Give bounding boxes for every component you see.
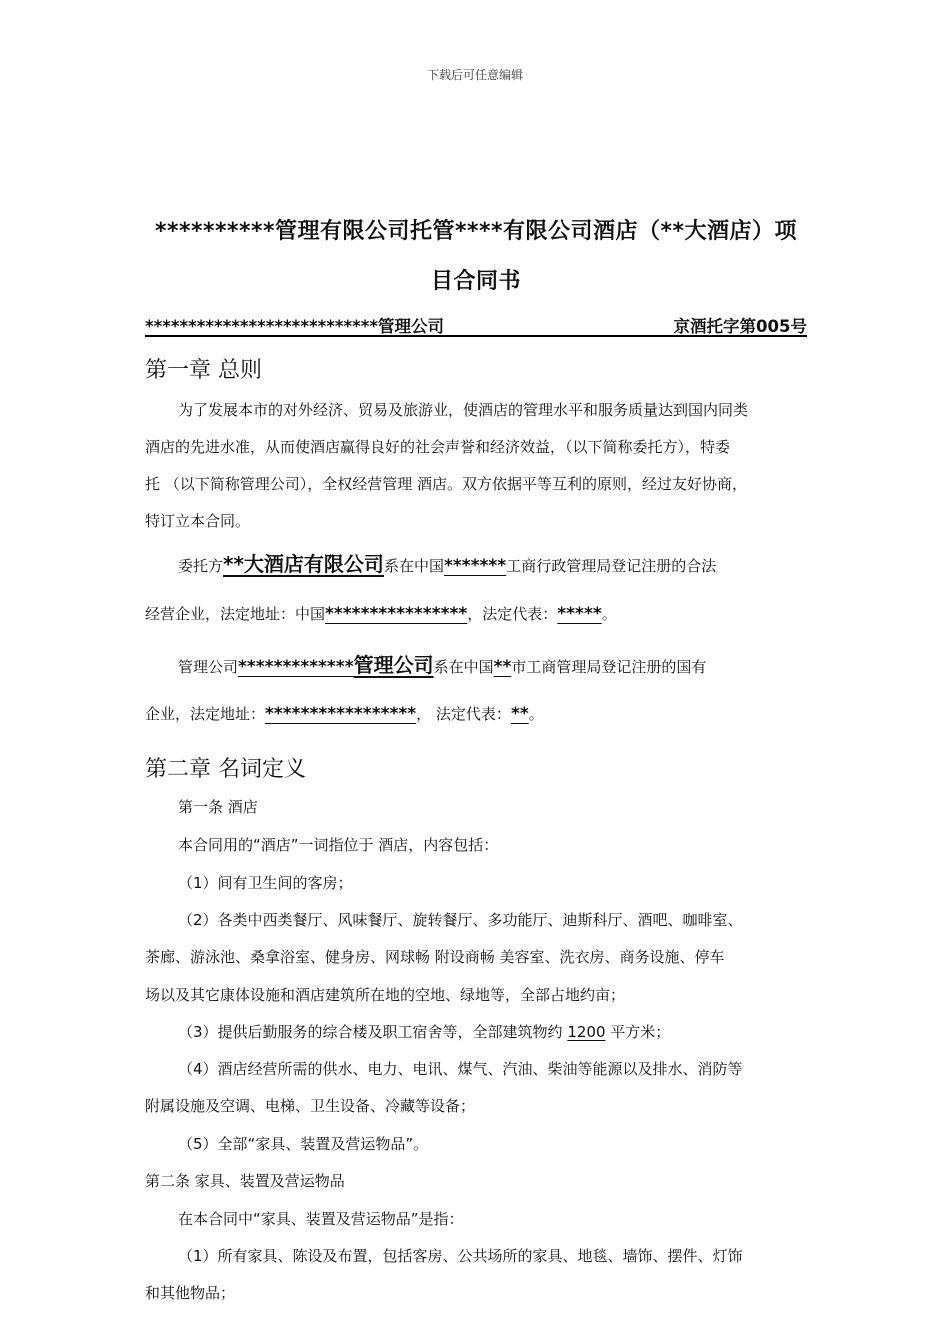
contract-number: 京酒托字第005号 — [673, 317, 807, 336]
article-1-item-5: （5）全部“家具、装置及营运物品”。 — [178, 1135, 429, 1153]
contract-number-line — [145, 313, 807, 337]
article-1-item-1: （1）间有卫生间的客房； — [178, 874, 353, 892]
manager-region: ** — [493, 657, 512, 677]
client-mid-2: 工商行政管理局登记注册的合法 — [506, 557, 717, 575]
article-2-item-1-line: （1）所有家具、陈设及布置，包括客房、公共场所的家具、地毯、墙饰、摆件、灯饰 — [178, 1247, 743, 1265]
client-mid-1: 系在中国 — [383, 557, 444, 575]
article-2-intro: 在本合同中“家具、装置及营运物品”是指： — [178, 1210, 464, 1228]
client-region: ******* — [443, 556, 507, 576]
article-1-item-3 — [178, 1025, 670, 1040]
paragraph-line: 特订立本合同。 — [145, 512, 251, 530]
article-2-title: 第二条 家具、装置及营运物品 — [145, 1172, 345, 1190]
issuer-name: ***************************管理公司 — [145, 317, 444, 336]
article-1-item-2-line: （2）各类中西类餐厅、风味餐厅、旋转餐厅、多功能厅、迪斯科厅、酒吧、咖啡室、 — [178, 911, 743, 929]
manager-name-suffix: 管理公司 — [353, 653, 434, 677]
chapter-2-heading: 第二章 名词定义 — [145, 757, 306, 782]
manager-mid-1: 系在中国 — [433, 658, 494, 676]
article-2-item-1-line: 和其他物品； — [145, 1284, 236, 1302]
article-1-intro: 本合同用的“酒店”一词指位于 酒店，内容包括： — [178, 836, 499, 854]
manager-rep-label: ， 法定代表： — [416, 705, 511, 723]
item-3-suffix: 平方米； — [605, 1023, 671, 1041]
client-rep-label: ，法定代表： — [467, 605, 558, 623]
header-note: 下载后可任意编辑 — [426, 68, 523, 82]
article-1-title: 第一条 酒店 — [178, 798, 258, 816]
manager-prefix: 管理公司 — [178, 658, 239, 676]
item-3-prefix: （3）提供后勤服务的综合楼及职工宿舍等，全部建筑物约 — [178, 1023, 568, 1041]
manager-address-label: 企业，法定地址： — [145, 705, 266, 723]
manager-name-stars: ************* — [238, 657, 354, 677]
client-party-line-2 — [145, 606, 617, 623]
client-address-label: 经营企业，法定地址：中国 — [145, 605, 326, 623]
client-representative: ***** — [557, 604, 602, 624]
article-1-item-2-line: 场以及其它康体设施和酒店建筑所在地的空地、绿地等，全部占地约亩； — [145, 986, 626, 1004]
manager-mid-2: 市工商管理局登记注册的国有 — [511, 658, 707, 676]
paragraph-line: 为了发展本市的对外经济、贸易及旅游业，使酒店的管理水平和服务质量达到国内同类 — [178, 401, 749, 419]
manager-party-line-1 — [178, 655, 706, 676]
document-title-line-2: 目合同书 — [430, 269, 521, 294]
chapter-1-heading: 第一章 总则 — [145, 358, 262, 383]
paragraph-line: 酒店的先进水准，从而使酒店赢得良好的社会声誉和经济效益，（以下简称委托方），特委 — [145, 438, 731, 456]
manager-representative: ** — [510, 704, 529, 724]
paragraph-line: 托 （以下简称管理公司），全权经营管理 酒店。双方依据平等互利的原则，经过友好协商， — [145, 475, 748, 493]
manager-address: ***************** — [265, 704, 417, 724]
client-party-line-1 — [178, 554, 716, 575]
manager-end: 。 — [528, 705, 544, 723]
client-address: **************** — [325, 604, 468, 624]
item-3-area-value: 1200 — [567, 1023, 606, 1041]
client-end: 。 — [601, 605, 617, 623]
client-prefix: 委托方 — [178, 557, 224, 575]
manager-party-line-2 — [145, 706, 544, 723]
document-title-line-1: **********管理有限公司托管****有限公司酒店（**大酒店）项 — [154, 219, 798, 244]
article-1-item-2-line: 茶廊、游泳池、桑拿浴室、健身房、网球畅 附设商畅 美容室、洗衣房、商务设施、停车 — [145, 948, 725, 966]
article-1-item-4-line: 附属设施及空调、电梯、卫生设备、冷藏等设备； — [145, 1097, 476, 1115]
client-name: **大酒店有限公司 — [223, 552, 384, 576]
article-1-item-4-line: （4）酒店经营所需的供水、电力、电讯、煤气、汽油、柴油等能源以及排水、消防等 — [178, 1060, 743, 1078]
